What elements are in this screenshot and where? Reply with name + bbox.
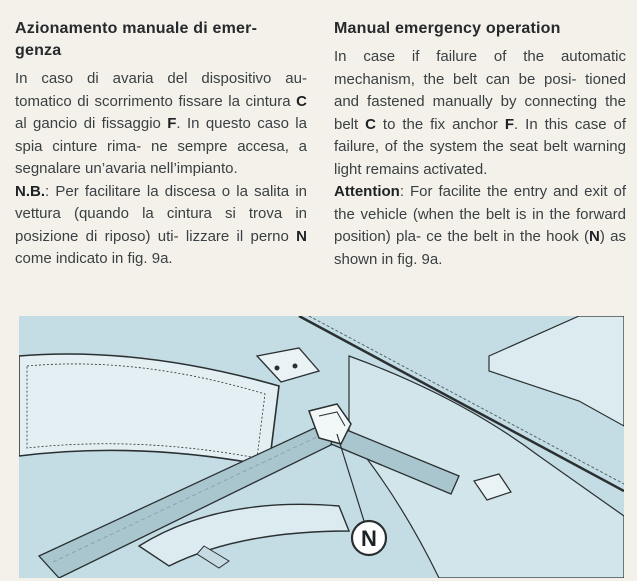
english-paragraph [334,46,626,181]
english-heading [334,18,626,40]
english-heading-text: Manual emergency operation [334,20,561,37]
visor-screw [293,364,298,369]
english-attention [334,181,626,271]
visor-mount [257,348,319,382]
italian-letter-n: N [296,227,307,245]
callout-label-n: N [361,526,377,551]
italian-text: In caso di avaria del dispositivo au- tomatico di scorrimento fissare la cintura [15,70,307,110]
visor-screw [275,366,280,371]
italian-text: : Per facilitare la discesa o la salita in vettura (quando la cintura si trova in posizione di riposo) uti- lizzare il perno [15,182,307,245]
italian-column [15,18,307,271]
italian-letter-c: C [296,92,307,110]
english-column [334,18,626,271]
english-letter-f: F [504,115,515,133]
english-text: In case if failure of the automatic mechanism, the belt can be posi- tioned and fastened manually by connecting the belt [334,48,626,133]
english-letter-n: N [589,228,600,245]
window-panel [489,316,624,426]
italian-note [15,181,307,271]
english-attention-label: Attention [334,183,400,200]
illustration-drawing [19,316,624,578]
english-letter-c: C [365,115,376,133]
italian-text: . In questo caso la spia cinture rima- ne sempre accesa, a segnalare un’avaria nell’impianto. [15,115,307,177]
italian-heading-line2: genza [15,42,62,59]
sun-visor [19,354,279,466]
english-text: ) as shown in fig. 9a. [334,228,626,268]
english-text: to the fix anchor [375,115,505,133]
english-text: : For facilite the entry and exit of the vehicle (when the belt is in the forward position) pla- ce the belt in the hook ( [334,183,626,245]
italian-paragraph [15,68,307,181]
italian-heading-line1: Azionamento manuale di emer- [15,20,258,37]
italian-note-label: N.B. [15,182,45,200]
seat-belt-hook-illustration [19,316,624,578]
english-text: . In this case of failure, of the system the seat belt warning light remains activated. [334,115,626,178]
italian-letter-f: F [167,115,177,132]
italian-text: come indicato in fig. 9a. [15,250,173,267]
italian-text: al gancio di fissaggio [15,115,168,132]
italian-heading [15,18,307,62]
